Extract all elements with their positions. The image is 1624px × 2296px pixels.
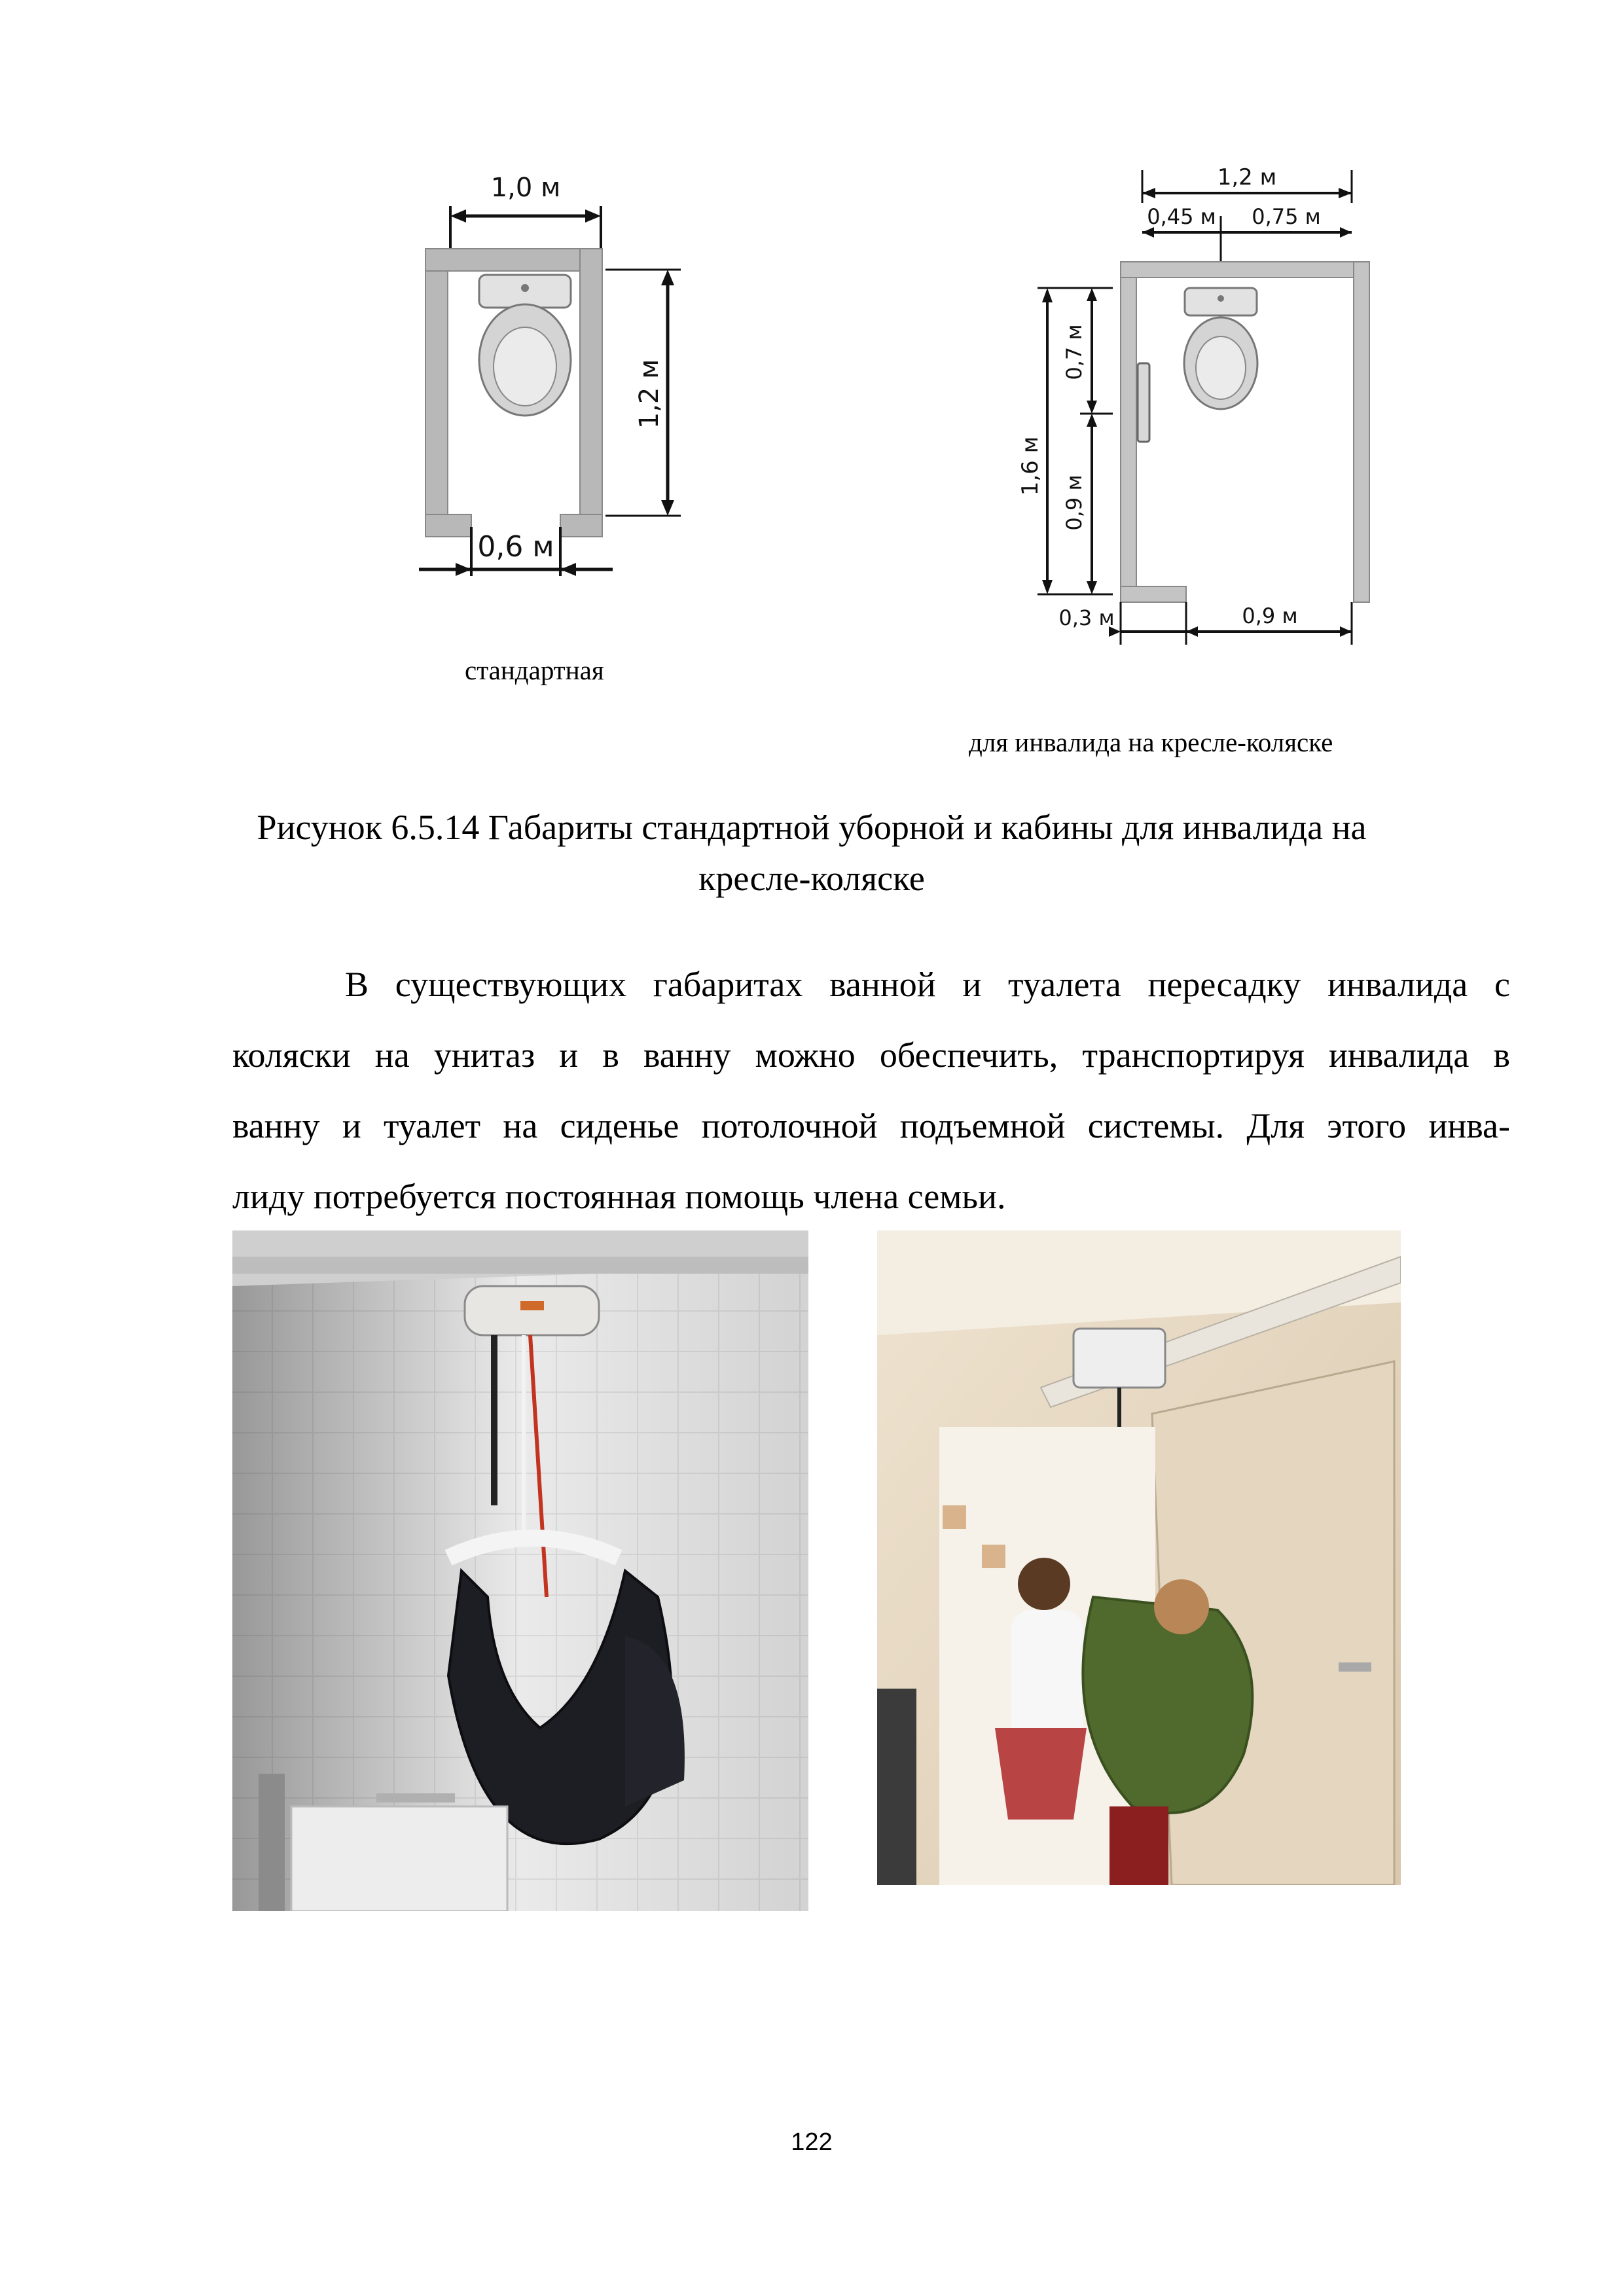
accessible-caption: для инвалида на кресле-коляске — [969, 727, 1333, 757]
toilet-icon — [1184, 288, 1257, 409]
paragraph-line-1: В существующих габаритах ванной и туалета пересадку инвалида с — [345, 965, 1510, 1004]
page-number: 122 — [791, 2128, 833, 2156]
paragraph-line-2: коляски на унитаз и в ванну можно обеспечить, транспортируя инвалида в — [232, 1035, 1510, 1075]
figure-title — [196, 802, 1427, 904]
accessible-left-offset-label: 0,45 м — [1147, 204, 1216, 229]
standard-width-label: 1,0 м — [490, 173, 561, 203]
accessible-upper-depth-label: 0,7 м — [1062, 324, 1087, 380]
figure-title-line-2: кресле-коляске — [698, 859, 925, 898]
accessible-total-depth-label: 1,6 м — [1017, 436, 1043, 496]
photo-ceiling-lift-bathroom — [232, 1230, 808, 1911]
accessible-toilet-diagram — [982, 157, 1414, 655]
paragraph-line-4: лиду потребуется постоянная помощь члена семьи. — [232, 1177, 1006, 1216]
figure-title-line-1: Рисунок 6.5.14 Габариты стандартной уборной и кабины для инвалида на — [257, 808, 1367, 847]
body-paragraph — [232, 949, 1510, 1232]
standard-door-label: 0,6 м — [477, 530, 554, 564]
standard-toilet-diagram — [393, 157, 733, 602]
photo-ceiling-lift-room — [877, 1230, 1401, 1885]
standard-depth-label: 1,2 м — [634, 359, 664, 429]
paragraph-line-3: ванну и туалет на сиденье потолочной подъемной системы. Для этого инва- — [232, 1106, 1510, 1145]
accessible-lower-depth-label: 0,9 м — [1062, 475, 1087, 531]
accessible-wall-stub-label: 0,3 м — [1058, 605, 1115, 630]
accessible-width-label: 1,2 м — [1217, 164, 1277, 190]
toilet-icon — [479, 275, 571, 416]
accessible-right-offset-label: 0,75 м — [1252, 204, 1321, 229]
standard-caption: стандартная — [465, 655, 604, 685]
accessible-door-label: 0,9 м — [1242, 603, 1298, 628]
